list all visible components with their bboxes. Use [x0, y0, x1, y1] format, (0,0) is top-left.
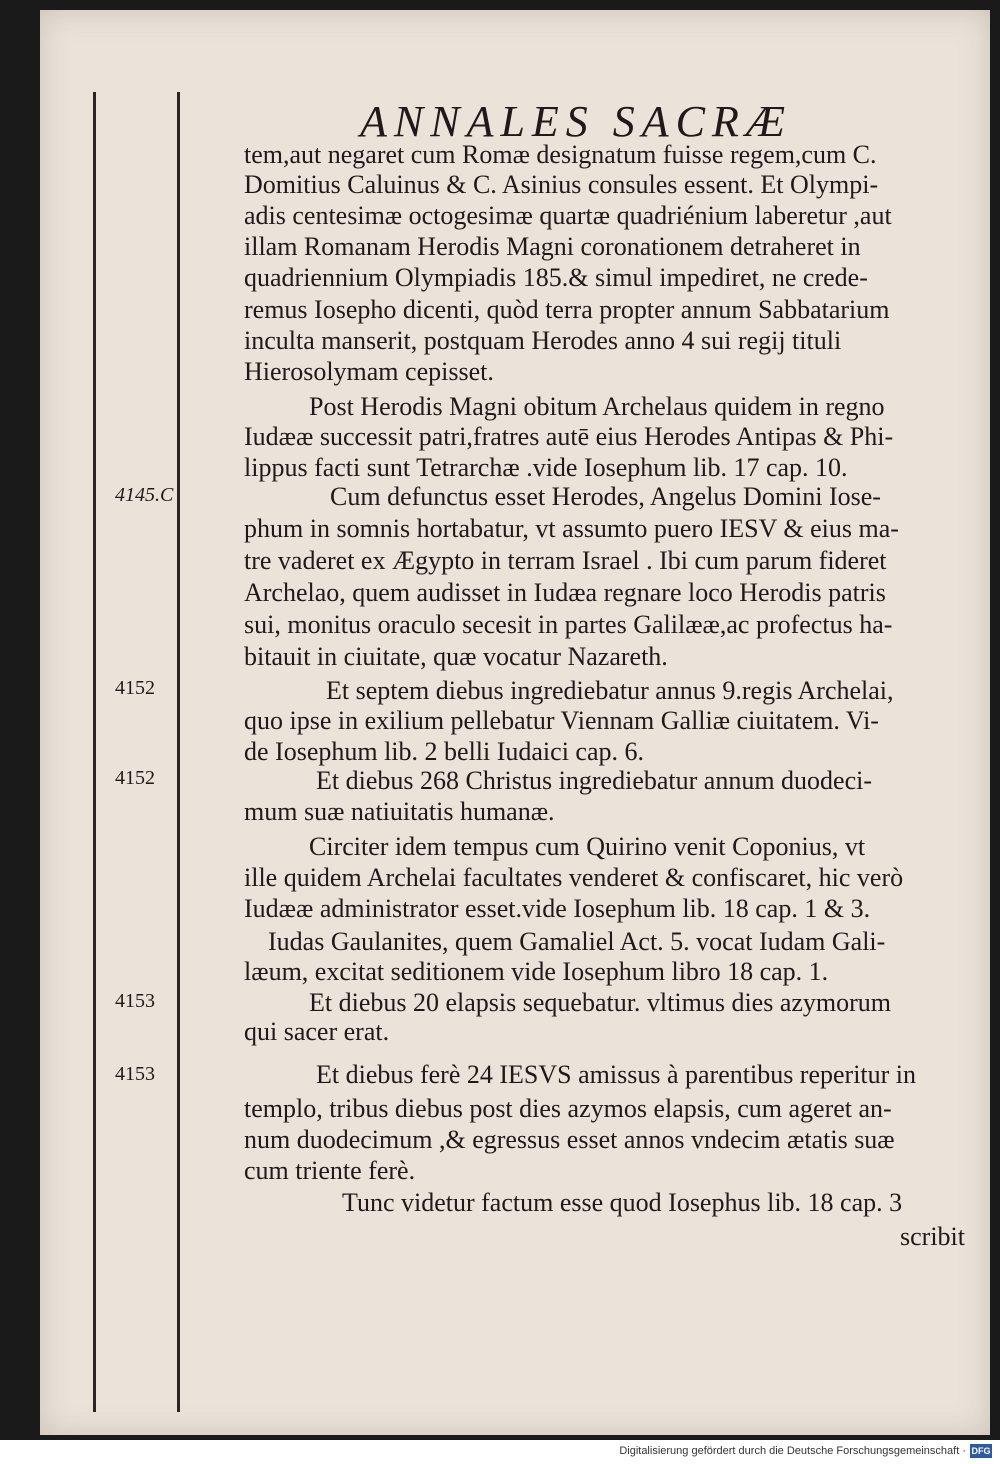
text-line: adis centesimæ octogesimæ quartæ quadriénium laberetur ,aut [244, 201, 892, 230]
text-line: tre vaderet ex Ægypto in terram Israel . Ibi cum parum fideret [244, 546, 887, 575]
text-line: Et diebus 20 elapsis sequebatur. vltimus dies azymorum [309, 988, 892, 1017]
text-line: lippus facti sunt Tetrarchæ .vide Iosephum lib. 17 cap. 10. [244, 453, 848, 482]
text-line: quo ipse in exilium pellebatur Viennam Galliæ ciuitatem. Vi- [244, 706, 879, 735]
margin-rule-inner [177, 92, 180, 1412]
margin-year-note: 4153 [115, 990, 155, 1012]
margin-year-note: 4153 [115, 1063, 155, 1085]
catchword: scribit [900, 1222, 965, 1251]
text-line: Circiter idem tempus cum Quirino venit Coponius, vt [309, 832, 866, 861]
text-line: sui, monitus oraculo secesit in partes Galilææ,ac profectus ha- [244, 610, 893, 639]
text-line: qui sacer erat. [244, 1017, 390, 1046]
text-line: phum in somnis hortabatur, vt assumto puero IESV & eius ma- [244, 514, 899, 543]
text-line: Iudas Gaulanites, quem Gamaliel Act. 5. vocat Iudam Gali- [268, 927, 886, 956]
footer-credit: Digitalisierung gefördert durch die Deutsche Forschungsgemeinschaft · [619, 1445, 966, 1457]
text-line: mum suæ natiuitatis humanæ. [244, 797, 555, 826]
margin-rule-outer [93, 92, 96, 1412]
text-line: Hierosolymam cepisset. [244, 357, 494, 386]
text-line: Cum defunctus esset Herodes, Angelus Domini Iose- [330, 482, 881, 511]
text-line: ille quidem Archelai facultates venderet & confiscaret, hic verò [244, 863, 904, 892]
text-line: Et diebus ferè 24 IESVS amissus à parentibus reperitur in [316, 1060, 917, 1089]
text-line: de Iosephum lib. 2 belli Iudaici cap. 6. [244, 737, 645, 766]
text-line: Archelao, quem audisset in Iudæa regnare loco Herodis patris [244, 578, 886, 607]
text-line: Domitius Caluinus & C. Asinius consules essent. Et Olympi- [244, 170, 879, 199]
text-line: Iudææ administrator esset.vide Iosephum lib. 18 cap. 1 & 3. [244, 894, 871, 923]
text-line: Iudææ successit patri,fratres autē eius Herodes Antipas & Phi- [244, 422, 894, 451]
text-line: bitauit in ciuitate, quæ vocatur Nazareth. [244, 642, 668, 671]
digitization-footer [0, 1440, 1000, 1464]
dfg-logo-icon: DFG [971, 1446, 991, 1456]
text-line: illam Romanam Herodis Magni coronationem detraheret in [244, 232, 861, 261]
text-line: Et diebus 268 Christus ingrediebatur annum duodeci- [316, 766, 873, 795]
text-line: Tunc videtur factum esse quod Iosephus lib. 18 cap. 3 [342, 1188, 903, 1217]
text-line: remus Iosepho dicenti, quòd terra propter annum Sabbatarium [244, 295, 890, 324]
margin-year-note: 4152 [115, 767, 155, 789]
running-head: ANNALES SACRÆ [360, 97, 793, 146]
text-line: templo, tribus diebus post dies azymos elapsis, cum ageret an- [244, 1094, 892, 1123]
text-line: Post Herodis Magni obitum Archelaus quidem in regno [309, 392, 885, 421]
margin-year-note: 4152 [115, 677, 155, 699]
text-line: inculta manserit, postquam Herodes anno 4 sui regij tituli [244, 326, 842, 355]
text-line: tem,aut negaret cum Romæ designatum fuisse regem,cum C. [244, 140, 877, 169]
text-line: num duodecimum ,& egressus esset annos vndecim ætatis suæ [244, 1125, 895, 1154]
text-line: Et septem diebus ingrediebatur annus 9.regis Archelai, [326, 676, 894, 705]
text-line: cum triente ferè. [244, 1156, 416, 1185]
text-line: quadriennium Olympiadis 185.& simul impediret, ne crede- [244, 263, 868, 292]
margin-year-note: 4145.C [115, 484, 174, 506]
text-line: læum, excitat seditionem vide Iosephum libro 18 cap. 1. [244, 957, 829, 986]
